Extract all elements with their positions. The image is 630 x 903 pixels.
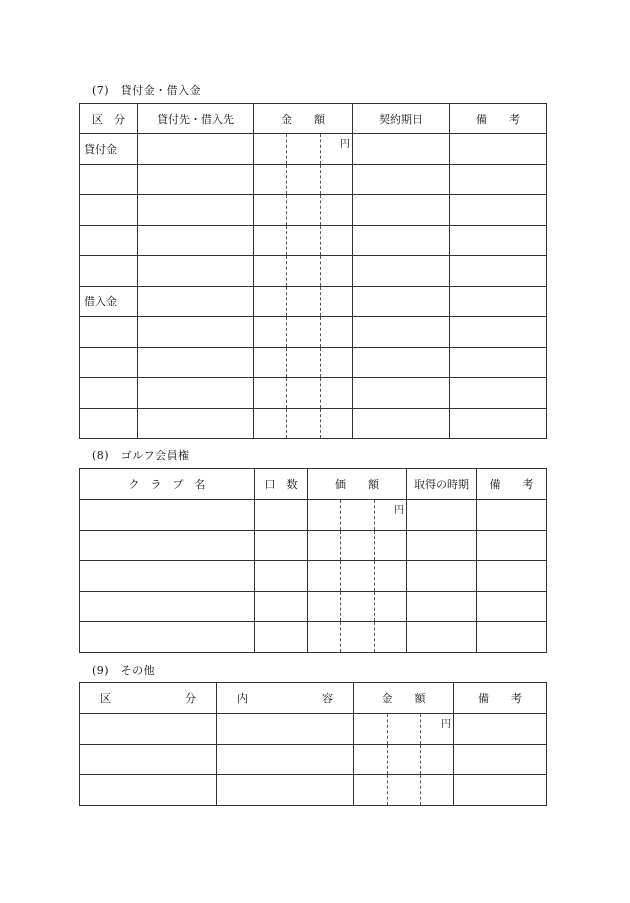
amount-cell[interactable]	[254, 256, 353, 287]
amount-cell[interactable]	[354, 744, 454, 775]
category-cell[interactable]	[80, 714, 217, 745]
other-header-row	[80, 683, 547, 714]
amount-divider	[286, 195, 287, 225]
amount-cell[interactable]	[254, 347, 353, 378]
amount-cell[interactable]	[254, 134, 353, 165]
col-header-value: 価 額	[308, 469, 407, 500]
remarks-cell[interactable]	[450, 225, 547, 256]
amount-cell[interactable]	[354, 775, 454, 806]
table-row	[80, 286, 547, 317]
remarks-cell[interactable]	[477, 622, 547, 653]
amount-divider	[286, 256, 287, 286]
amount-cell[interactable]	[308, 530, 407, 561]
amount-divider	[374, 561, 375, 591]
amount-divider	[340, 622, 341, 652]
amount-cell[interactable]	[254, 378, 353, 409]
category-cell[interactable]	[80, 256, 138, 287]
amount-divider	[286, 165, 287, 195]
table-row	[80, 317, 547, 348]
table-row	[80, 256, 547, 287]
due-date-cell[interactable]	[353, 164, 450, 195]
due-date-cell[interactable]	[353, 317, 450, 348]
table-row	[80, 195, 547, 226]
category-cell[interactable]	[80, 164, 138, 195]
club-name-cell[interactable]	[80, 622, 255, 653]
section9-title: (9) その他	[92, 664, 156, 677]
remarks-cell[interactable]	[450, 286, 547, 317]
amount-divider	[286, 287, 287, 317]
due-date-cell[interactable]	[353, 286, 450, 317]
amount-cell[interactable]	[354, 714, 454, 745]
col-header-units: 口 数	[255, 469, 308, 500]
category-cell[interactable]	[80, 317, 138, 348]
table-row	[80, 591, 547, 622]
counterparty-cell[interactable]	[138, 317, 254, 348]
amount-divider	[420, 775, 421, 805]
counterparty-cell[interactable]	[138, 408, 254, 439]
section7-title: (7) 貸付金・借入金	[92, 84, 202, 97]
club-name-cell[interactable]	[80, 530, 255, 561]
other-table	[79, 682, 547, 806]
category-cell[interactable]	[80, 378, 138, 409]
amount-divider	[374, 531, 375, 561]
amount-divider	[320, 256, 321, 286]
amount-divider	[320, 195, 321, 225]
col-header-remarks: 備 考	[454, 683, 547, 714]
yen-unit: 円	[340, 139, 350, 150]
remarks-cell[interactable]	[477, 561, 547, 592]
yen-unit: 円	[394, 505, 404, 516]
col-header-amount: 金 額	[254, 104, 353, 134]
table-row	[80, 347, 547, 378]
amount-divider	[374, 592, 375, 622]
remarks-cell[interactable]	[454, 775, 547, 806]
amount-cell[interactable]	[308, 591, 407, 622]
amount-divider	[286, 134, 287, 164]
due-date-cell[interactable]	[353, 225, 450, 256]
amount-cell[interactable]	[308, 561, 407, 592]
table-row	[80, 561, 547, 592]
amount-divider	[320, 165, 321, 195]
due-date-cell[interactable]	[353, 195, 450, 226]
amount-divider	[286, 378, 287, 408]
category-cell[interactable]	[80, 775, 217, 806]
amount-divider	[340, 561, 341, 591]
units-cell[interactable]	[255, 530, 308, 561]
remarks-cell[interactable]	[454, 714, 547, 745]
amount-divider	[320, 226, 321, 256]
due-date-cell[interactable]	[353, 256, 450, 287]
amount-cell[interactable]	[254, 317, 353, 348]
counterparty-cell[interactable]	[138, 225, 254, 256]
units-cell[interactable]	[255, 622, 308, 653]
amount-divider	[340, 531, 341, 561]
category-cell[interactable]	[80, 347, 138, 378]
amount-divider	[320, 134, 321, 164]
remarks-cell[interactable]	[450, 378, 547, 409]
acquired-cell[interactable]	[407, 530, 477, 561]
table-row	[80, 408, 547, 439]
counterparty-cell[interactable]	[138, 378, 254, 409]
amount-divider	[320, 287, 321, 317]
category-cell[interactable]	[80, 408, 138, 439]
counterparty-cell[interactable]	[138, 347, 254, 378]
category-cell[interactable]	[80, 225, 138, 256]
units-cell[interactable]	[255, 561, 308, 592]
table-row	[80, 775, 547, 806]
remarks-cell[interactable]	[477, 500, 547, 531]
remarks-cell[interactable]	[450, 408, 547, 439]
col-header-remarks: 備 考	[450, 104, 547, 134]
table-row	[80, 378, 547, 409]
units-cell[interactable]	[255, 591, 308, 622]
amount-divider	[286, 226, 287, 256]
table-row	[80, 714, 547, 745]
amount-cell[interactable]	[254, 195, 353, 226]
col-header-amount: 金 額	[354, 683, 454, 714]
amount-divider	[387, 745, 388, 775]
yen-unit: 円	[441, 719, 451, 730]
amount-divider	[387, 714, 388, 744]
table-row	[80, 164, 547, 195]
amount-cell[interactable]	[254, 225, 353, 256]
amount-divider	[320, 378, 321, 408]
table-row	[80, 134, 547, 165]
club-name-cell[interactable]	[80, 561, 255, 592]
category-cell: 借入金	[80, 286, 138, 317]
due-date-cell[interactable]	[353, 378, 450, 409]
remarks-cell[interactable]	[477, 591, 547, 622]
due-date-cell[interactable]	[353, 347, 450, 378]
club-name-cell[interactable]	[80, 500, 255, 531]
table-row	[80, 530, 547, 561]
remarks-cell[interactable]	[477, 530, 547, 561]
remarks-cell[interactable]	[450, 195, 547, 226]
loans-header-row	[80, 104, 547, 134]
amount-cell[interactable]	[254, 408, 353, 439]
remarks-cell[interactable]	[450, 317, 547, 348]
col-header-remarks: 備 考	[477, 469, 547, 500]
acquired-cell[interactable]	[407, 500, 477, 531]
content-cell[interactable]	[217, 775, 354, 806]
amount-divider	[320, 348, 321, 378]
table-row	[80, 622, 547, 653]
amount-divider	[340, 500, 341, 530]
amount-divider	[340, 592, 341, 622]
content-cell[interactable]	[217, 714, 354, 745]
amount-divider	[320, 317, 321, 347]
category-cell: 貸付金	[80, 134, 138, 165]
counterparty-cell[interactable]	[138, 256, 254, 287]
col-header-acquired: 取得の時期	[407, 469, 477, 500]
remarks-cell[interactable]	[450, 347, 547, 378]
amount-cell[interactable]	[308, 500, 407, 531]
due-date-cell[interactable]	[353, 408, 450, 439]
category-cell[interactable]	[80, 744, 217, 775]
club-name-cell[interactable]	[80, 591, 255, 622]
loans-table	[79, 103, 547, 439]
table-row	[80, 744, 547, 775]
amount-divider	[286, 409, 287, 439]
golf-membership-table	[79, 468, 547, 653]
table-row	[80, 225, 547, 256]
remarks-cell[interactable]	[450, 256, 547, 287]
due-date-cell[interactable]	[353, 134, 450, 165]
amount-cell[interactable]	[254, 286, 353, 317]
col-header-club-name: ク ラ ブ 名	[80, 469, 255, 500]
amount-divider	[420, 714, 421, 744]
col-header-content: 内 容	[217, 683, 354, 714]
amount-divider	[286, 317, 287, 347]
category-cell[interactable]	[80, 195, 138, 226]
amount-divider	[374, 622, 375, 652]
counterparty-cell[interactable]	[138, 286, 254, 317]
amount-cell[interactable]	[308, 622, 407, 653]
col-header-category: 区 分	[80, 104, 138, 134]
col-header-category: 区 分	[80, 683, 217, 714]
golf-header-row	[80, 469, 547, 500]
col-header-counterparty: 貸付先・借入先	[138, 104, 254, 134]
remarks-cell[interactable]	[450, 134, 547, 165]
acquired-cell[interactable]	[407, 591, 477, 622]
acquired-cell[interactable]	[407, 622, 477, 653]
acquired-cell[interactable]	[407, 561, 477, 592]
amount-divider	[374, 500, 375, 530]
units-cell[interactable]	[255, 500, 308, 531]
amount-cell[interactable]	[254, 164, 353, 195]
amount-divider	[320, 409, 321, 439]
remarks-cell[interactable]	[454, 744, 547, 775]
amount-divider	[286, 348, 287, 378]
content-cell[interactable]	[217, 744, 354, 775]
counterparty-cell[interactable]	[138, 134, 254, 165]
remarks-cell[interactable]	[450, 164, 547, 195]
counterparty-cell[interactable]	[138, 195, 254, 226]
col-header-due-date: 契約期日	[353, 104, 450, 134]
amount-divider	[387, 775, 388, 805]
section8-title: (8) ゴルフ会員権	[92, 449, 190, 462]
counterparty-cell[interactable]	[138, 164, 254, 195]
amount-divider	[420, 745, 421, 775]
table-row	[80, 500, 547, 531]
